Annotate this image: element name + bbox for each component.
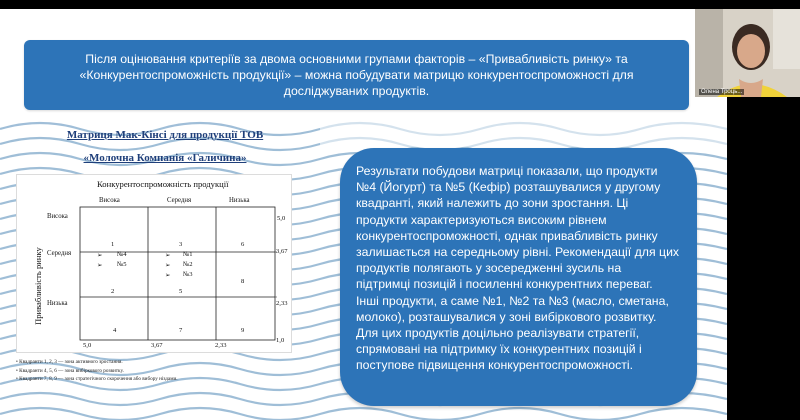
results-text-box	[340, 148, 697, 406]
results-text	[356, 163, 686, 374]
quadrant-number: 4	[113, 327, 117, 334]
results-line: молоко), розташувалися у зоні вибіркового розвитку.	[356, 309, 657, 324]
participant-name: Олена Троць...	[701, 89, 743, 95]
matrix-title: Матриця Мак-Кінсі для продукції ТОВ	[66, 129, 264, 141]
legend-item: • Квадранти 7, 8, 9 — зона стратегічного скорочення або вибору ніздами.	[16, 376, 178, 382]
results-line: залишається на середньому рівні. Рекомендації для цих	[356, 245, 680, 260]
results-line: поступове підвищення конкурентоспроможності.	[356, 358, 634, 373]
quadrant-number: 9	[241, 327, 245, 334]
results-line: продукти характеризуються високим рівнем	[356, 212, 607, 227]
results-line: Результати побудови матриці показали, що продукти	[356, 164, 658, 178]
quadrant-number: 1	[111, 241, 115, 248]
x-axis-title: Конкурентоспроможність продукції	[97, 179, 229, 189]
quadrant-number: 5	[179, 288, 183, 295]
banner-line: «Конкурентоспроможність продукції» – можна побудувати матрицю конкурентоспроможності для	[79, 68, 634, 82]
legend-item: • Квадранти 1, 2, 3 — зона активного зростання.	[16, 359, 123, 365]
participant-avatar	[695, 9, 800, 97]
results-line: №4 (Йогурт) та №5 (Кефір) розташувалися у другому	[356, 180, 661, 195]
row-scale-label: 1,0	[276, 337, 285, 344]
y-axis-title: Привабливість ринку	[33, 247, 43, 325]
quadrant-number: 2	[111, 288, 115, 295]
col-header-high: Висока	[99, 197, 120, 204]
matrix-grid	[17, 175, 291, 352]
product-label: №1	[183, 251, 193, 258]
row-header-low: Низька	[47, 300, 68, 307]
col-scale-label: 2,33	[215, 342, 227, 349]
results-line: квадранті, який належить до зони зростання. Ці	[356, 196, 629, 211]
bullet-icon: ➢	[165, 262, 171, 269]
results-line: конкурентоспроможності, однак привабливість ринку	[356, 228, 658, 243]
row-scale-label: 2,33	[276, 300, 288, 307]
mckinsey-matrix	[16, 174, 292, 353]
legend-item: • Квадранти 4, 5, 6 — зона вибіркового розвитку.	[16, 367, 124, 374]
quadrant-number: 8	[241, 278, 245, 285]
matrix-legend	[16, 358, 178, 384]
product-label: №4	[117, 251, 127, 258]
participant-video-tile[interactable]	[695, 9, 800, 97]
banner-line: досліджуваних продуктів.	[283, 84, 430, 98]
presentation-slide	[0, 9, 727, 420]
quadrant-number: 3	[179, 241, 183, 248]
bullet-icon: ➢	[97, 252, 103, 259]
results-line: продуктів полягають у зосередженні зусиль на	[356, 261, 622, 276]
col-header-medium: Середня	[167, 197, 192, 204]
row-scale-label: 5,0	[277, 215, 286, 222]
banner-line: Після оцінювання критеріїв за двома основними групами факторів – «Привабливість ринку» та	[85, 52, 628, 66]
intro-banner	[24, 40, 689, 110]
matrix-subtitle: «Молочна Компанія «Галичина»	[83, 152, 247, 164]
results-line: підтримці позицій і посиленні конкурентних переваг.	[356, 277, 653, 292]
bullet-icon: ➢	[97, 262, 103, 269]
row-header-high: Висока	[47, 213, 68, 220]
col-scale-label: 5,0	[83, 342, 92, 349]
results-line: спрямовані на підтримку їх конкурентних позицій і	[356, 342, 642, 357]
col-scale-label: 3,67	[151, 342, 163, 349]
col-header-low: Низька	[229, 197, 250, 204]
bullet-icon: ➢	[165, 272, 171, 279]
product-label: №3	[183, 271, 193, 278]
results-line: Для цих продуктів доцільно реалізувати стратегії,	[356, 326, 640, 341]
results-line: Інші продукти, а саме №1, №2 та №3 (масло, сметана,	[356, 293, 669, 308]
product-label: №2	[183, 261, 193, 268]
quadrant-number: 7	[179, 327, 183, 334]
quadrant-number: 6	[241, 241, 245, 248]
row-scale-label: 3,67	[276, 248, 288, 255]
row-header-medium: Середня	[47, 250, 72, 257]
bullet-icon: ➢	[165, 252, 171, 259]
product-label: №5	[117, 261, 127, 268]
